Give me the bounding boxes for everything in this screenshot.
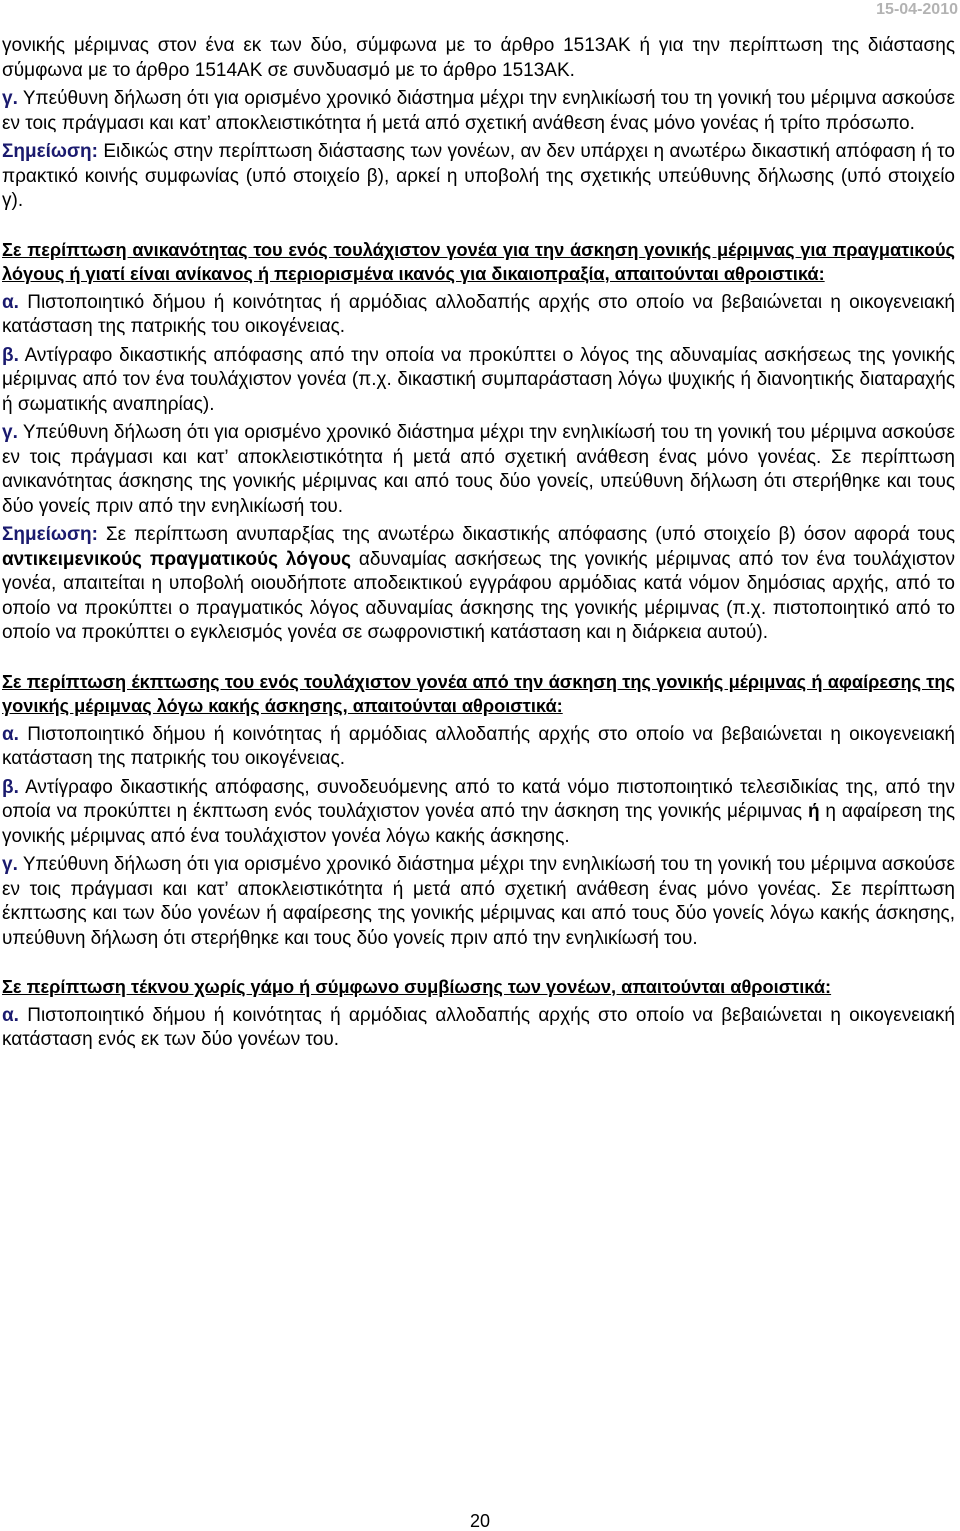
- note-text: Ειδικώς στην περίπτωση διάστασης των γονέων, αν δεν υπάρχει η ανωτέρω δικαστική απόφαση ή το πρακτικό κοινής συμφωνίας (υπό στοιχείο β), αρκεί η υποβολή της σχετικής υπεύθυνης δήλωσης (υπό στοιχείο γ).: [2, 141, 955, 211]
- paragraph-item-a: [2, 291, 955, 340]
- item-text: Αντίγραφο δικαστικής απόφασης από την οποία να προκύπτει ο λόγος της αδυναμίας ασκήσεως της γονικής μέριμνας από τον ένα τουλάχιστον γονέα (π.χ. δικαστική συμπαράσταση λόγω ψυχικής ή διανοητικής διαταραχής ή σωματικής αναπηρίας).: [2, 344, 955, 415]
- paragraph-continuation: γονικής μέριμνας στον ένα εκ των δύο, σύμφωνα με το άρθρο 1513ΑΚ ή για την περίπτωση της διάστασης σύμφωνα με το άρθρο 1514ΑΚ σε συνδυασμό με το άρθρο 1513ΑΚ.: [2, 35, 955, 81]
- item-text: Υπεύθυνη δήλωση ότι για ορισμένο χρονικό διάστημα μέχρι την ενηλικίωσή του τη γονική του μέριμνα ασκούσε εν τοις πράγμασι και κατ’ αποκλειστικότητα ή μετά από σχετική ανάθεση ένας μόνο γονέας. Σε περίπτωση ανικανότητας άσκησης της γονικής μέριμνας και από τους δύο γονείς, υπεύθυνη δήλωση ότι στερήθηκε και τους δύο γονείς πριν από την ενηλικίωσή του.: [2, 422, 955, 517]
- header-date: 15-04-2010: [876, 1, 958, 18]
- note-key: Σημείωση:: [2, 524, 98, 545]
- item-key: β.: [2, 344, 19, 366]
- page-number: 20: [469, 1511, 491, 1531]
- item-key: α.: [2, 1004, 19, 1026]
- section-heading-forfeiture: Σε περίπτωση έκπτωσης του ενός τουλάχιστον γονέα από την άσκηση της γονικής μέριμνας ή αφαίρεσης της γονικής μέριμνας λόγω κακής άσκησης, απαιτούνται αθροιστικά:: [2, 671, 955, 716]
- paragraph-item-b: [2, 776, 955, 850]
- note-text: αδυναμίας ασκήσεως της γονικής μέριμνας από τον ένα τουλάχιστον γονέα, απαιτείται η υποβολή οιουδήποτε αποδεικτικού εγγράφου αρμόδιας κατά νόμον δημόσιας αρχής, από το οποίο να προκύπτει ο πραγματικός λόγος αδυναμίας άσκησης της γονικής μέριμνας (π.χ. πιστοποιητικό από το οποίο να προκύπτει ο εγκλεισμός γονέα σε σωφρονιστική κατάσταση και η διάρκεια αυτού).: [2, 548, 956, 643]
- item-key: β.: [2, 776, 19, 798]
- item-emphasis: ή: [807, 801, 820, 822]
- item-text: Πιστοποιητικό δήμου ή κοινότητας ή αρμόδιας αλλοδαπής αρχής στο οποίο να βεβαιώνεται η οικογενειακή κατάσταση της πατρικής του οικογένειας.: [2, 723, 955, 769]
- paragraph-item-b: [2, 344, 955, 418]
- paragraph-item-c: [2, 421, 955, 519]
- note-emphasis: αντικειμενικούς πραγματικούς λόγους: [2, 548, 351, 570]
- paragraph-item-c: [2, 87, 955, 136]
- paragraph-item-c: [2, 853, 955, 951]
- paragraph-note: [2, 523, 955, 646]
- item-text: η αφαίρεση της γονικής μέριμνας από ένα τουλάχιστον γονέα λόγω κακής άσκησης.: [2, 801, 956, 847]
- note-text: Σε περίπτωση ανυπαρξίας της ανωτέρω δικαστικής απόφασης (υπό στοιχείο β) όσον αφορά τους: [97, 524, 955, 545]
- item-key: α.: [2, 291, 19, 313]
- item-key: γ.: [2, 854, 18, 875]
- section-heading-incapacity: Σε περίπτωση ανικανότητας του ενός τουλάχιστον γονέα για την άσκηση γονικής μέριμνας για πραγματικούς λόγους ή γιατί είναι ανίκανος ή περιορισμένα ικανός για δικαιοπραξία, απαιτούνται αθροιστικά:: [2, 239, 955, 284]
- paragraph-note: [2, 140, 955, 214]
- document-body: [2, 34, 955, 1053]
- item-key: γ.: [2, 88, 18, 109]
- paragraph-item-a: [2, 1004, 955, 1053]
- item-text: Αντίγραφο δικαστικής απόφασης, συνοδευόμενης από το κατά νόμο πιστοποιητικό τελεσιδικίας της, από την οποία να προκύπτει η έκπτωση ενός τουλάχιστον γονέα από την άσκηση της γονικής μέριμνας: [2, 776, 955, 822]
- section-heading-unmarried: Σε περίπτωση τέκνου χωρίς γάμο ή σύμφωνο συμβίωσης των γονέων, απαιτούνται αθροιστικά:: [2, 977, 832, 997]
- item-text: Πιστοποιητικό δήμου ή κοινότητας ή αρμόδιας αλλοδαπής αρχής στο οποίο να βεβαιώνεται η οικογενειακή κατάσταση ενός εκ των δύο γονέων του.: [2, 1004, 955, 1050]
- item-key: γ.: [2, 422, 18, 443]
- item-key: α.: [2, 723, 19, 745]
- item-text: Πιστοποιητικό δήμου ή κοινότητας ή αρμόδιας αλλοδαπής αρχής στο οποίο να βεβαιώνεται η οικογενειακή κατάσταση της πατρικής του οικογένειας.: [2, 291, 955, 337]
- item-text: Υπεύθυνη δήλωση ότι για ορισμένο χρονικό διάστημα μέχρι την ενηλικίωσή του τη γονική του μέριμνα ασκούσε εν τοις πράγμασι και κατ’ αποκλειστικότητα ή μετά από σχετική ανάθεση ένας μόνο γονέας ή τρίτο πρόσωπο.: [2, 88, 955, 134]
- paragraph-item-a: [2, 723, 955, 772]
- note-key: Σημείωση:: [2, 141, 98, 162]
- item-text: Υπεύθυνη δήλωση ότι για ορισμένο χρονικό διάστημα μέχρι την ενηλικίωσή του τη γονική του μέριμνα ασκούσε εν τοις πράγμασι και κατ’ αποκλειστικότητα ή μετά από σχετική ανάθεση ένας μόνο γονέας. Σε περίπτωση έκπτωσης και των δύο γονέων ή αφαίρεσης της γονικής μέριμνας και από τους δύο γονείς λόγω κακής άσκησης, υπεύθυνη δήλωση ότι στερήθηκε και τους δύο γονείς πριν από την ενηλικίωσή του.: [2, 854, 955, 949]
